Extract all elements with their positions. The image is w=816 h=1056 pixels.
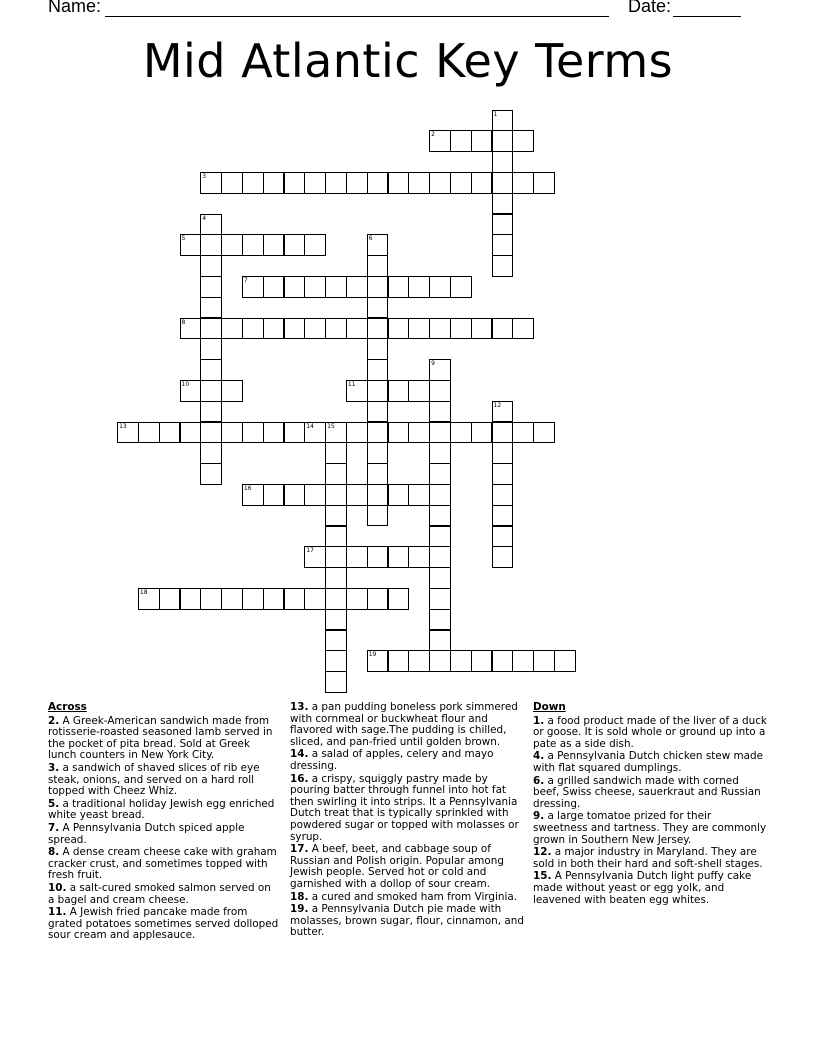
clue-number-label: 13 bbox=[119, 422, 127, 430]
grid-cell[interactable] bbox=[304, 276, 326, 298]
grid-cell[interactable] bbox=[492, 151, 514, 173]
grid-cell[interactable] bbox=[180, 422, 202, 444]
grid-cell[interactable] bbox=[325, 630, 347, 652]
grid-cell[interactable] bbox=[367, 380, 389, 402]
clue-number-label: 6 bbox=[368, 235, 373, 243]
clue-number-label: 4 bbox=[202, 214, 207, 222]
grid-cell[interactable] bbox=[325, 463, 347, 485]
grid-cell[interactable] bbox=[429, 359, 451, 381]
clue-number: 7. bbox=[48, 821, 60, 834]
grid-cell[interactable] bbox=[284, 234, 306, 256]
grid-cell[interactable] bbox=[367, 442, 389, 464]
clue-number: 10. bbox=[48, 881, 67, 894]
grid-cell[interactable] bbox=[367, 276, 389, 298]
grid-cell[interactable] bbox=[200, 214, 222, 236]
clue-number-label: 17 bbox=[306, 547, 314, 555]
clue-number-label: 14 bbox=[306, 422, 314, 430]
grid-cell[interactable] bbox=[492, 318, 514, 340]
clue-number-label: 18 bbox=[139, 588, 148, 596]
grid-cell[interactable] bbox=[492, 172, 514, 194]
clue-text: A Greek-American sandwich made from rotisserie-roasted seasoned lamb served in the pocket of pita bread. Sold at Greek lunch counters in New York City. bbox=[48, 714, 273, 762]
clue-text: A Pennsylvania Dutch spiced apple spread. bbox=[48, 821, 245, 846]
clue-number-label: 16 bbox=[243, 484, 252, 492]
clue-text: A dense cream cheese cake with graham cracker crust, and sometimes topped with fresh fruit. bbox=[48, 846, 277, 882]
grid-cell[interactable] bbox=[346, 172, 368, 194]
grid-cell[interactable] bbox=[117, 422, 139, 444]
clue-number-label: 9 bbox=[431, 360, 435, 368]
clue-text: a grilled sandwich made with corned beef, Swiss cheese, sauerkraut and Russian dressing. bbox=[533, 774, 761, 810]
grid-cell[interactable] bbox=[429, 609, 451, 631]
grid-cell[interactable] bbox=[346, 276, 368, 298]
grid-cell[interactable] bbox=[533, 650, 555, 672]
clue-item bbox=[533, 751, 767, 774]
grid-cell[interactable] bbox=[512, 318, 534, 340]
across-clue-list bbox=[290, 702, 526, 939]
grid-cell[interactable] bbox=[492, 234, 514, 256]
grid-cell[interactable] bbox=[429, 172, 451, 194]
grid-cell[interactable] bbox=[242, 422, 264, 444]
clue-item bbox=[533, 776, 767, 811]
grid-cell[interactable] bbox=[284, 422, 306, 444]
grid-cell[interactable] bbox=[492, 463, 514, 485]
grid-cell[interactable] bbox=[304, 484, 326, 506]
grid-cell[interactable] bbox=[492, 422, 514, 444]
clue-item bbox=[290, 844, 526, 890]
grid-cell[interactable] bbox=[200, 276, 222, 298]
grid-cell[interactable] bbox=[325, 546, 347, 568]
grid-cell[interactable] bbox=[429, 401, 451, 423]
grid-cell[interactable] bbox=[429, 630, 451, 652]
grid-cell[interactable] bbox=[325, 526, 347, 548]
grid-cell[interactable] bbox=[200, 297, 222, 319]
clue-item bbox=[48, 883, 280, 906]
grid-cell[interactable] bbox=[367, 359, 389, 381]
grid-cell[interactable] bbox=[471, 172, 493, 194]
grid-cell[interactable] bbox=[471, 318, 493, 340]
clue-text: a salt-cured smoked salmon served on a bagel and cream cheese. bbox=[48, 881, 271, 906]
grid-cell[interactable] bbox=[180, 380, 202, 402]
grid-cell[interactable] bbox=[200, 359, 222, 381]
grid-cell[interactable] bbox=[200, 380, 222, 402]
clue-text: a cured and smoked ham from Virginia. bbox=[308, 890, 518, 903]
grid-cell[interactable] bbox=[408, 318, 430, 340]
grid-cell[interactable] bbox=[263, 422, 285, 444]
grid-cell[interactable] bbox=[180, 318, 202, 340]
grid-cell[interactable] bbox=[492, 484, 514, 506]
grid-cell[interactable] bbox=[159, 588, 181, 610]
grid-cell[interactable] bbox=[388, 276, 410, 298]
clue-text: a traditional holiday Jewish egg enriched white yeast bread. bbox=[48, 797, 275, 822]
clue-number: 11. bbox=[48, 906, 67, 919]
grid-cell[interactable] bbox=[242, 484, 264, 506]
grid-cell[interactable] bbox=[367, 255, 389, 277]
clues-column-1 bbox=[48, 702, 280, 943]
grid-cell[interactable] bbox=[471, 130, 493, 152]
grid-cell[interactable] bbox=[429, 567, 451, 589]
grid-cell[interactable] bbox=[367, 546, 389, 568]
clue-number-label: 1 bbox=[493, 110, 498, 118]
grid-cell[interactable] bbox=[492, 505, 514, 527]
grid-cell[interactable] bbox=[200, 172, 222, 194]
clue-item bbox=[48, 763, 280, 798]
clue-number: 19. bbox=[290, 903, 309, 916]
clue-number: 18. bbox=[290, 890, 309, 903]
clue-item bbox=[290, 892, 526, 904]
clue-item bbox=[533, 716, 767, 751]
grid-cell[interactable] bbox=[408, 546, 430, 568]
grid-cell[interactable] bbox=[221, 380, 243, 402]
grid-cell[interactable] bbox=[429, 422, 451, 444]
clue-text: a pan pudding boneless pork simmered with cornmeal or buckwheat flour and flavored with sage.The pudding is chilled, sliced, and pan-fried until golden brown. bbox=[290, 701, 518, 748]
grid-cell[interactable] bbox=[471, 650, 493, 672]
clue-text: A Jewish fried pancake made from grated potatoes sometimes served dolloped sour cream and applesauce. bbox=[48, 906, 279, 942]
clue-number: 15. bbox=[533, 870, 552, 883]
grid-cell[interactable] bbox=[304, 588, 326, 610]
grid-cell[interactable] bbox=[242, 172, 264, 194]
grid-cell[interactable] bbox=[325, 276, 347, 298]
grid-cell[interactable] bbox=[367, 422, 389, 444]
clue-text: a crispy, squiggly pastry made by pouring batter through funnel into hot fat then swirling it into strips. It a Pennsylvania Dutch treat that is typically sprinkled with powdered sugar or topped with molasses or syrup. bbox=[290, 772, 519, 843]
clue-text: a large tomatoe prized for their sweetness and tartness. They are commonly grown in Southern New Jersey. bbox=[533, 810, 767, 846]
grid-cell[interactable] bbox=[284, 276, 306, 298]
grid-cell[interactable] bbox=[200, 463, 222, 485]
grid-cell[interactable] bbox=[284, 484, 306, 506]
grid-cell[interactable] bbox=[325, 650, 347, 672]
clue-item bbox=[48, 716, 280, 762]
grid-cell[interactable] bbox=[512, 422, 534, 444]
clue-number: 13. bbox=[290, 701, 309, 713]
grid-cell[interactable] bbox=[200, 234, 222, 256]
clue-number-label: 19 bbox=[368, 651, 377, 659]
grid-cell[interactable] bbox=[304, 172, 326, 194]
grid-cell[interactable] bbox=[450, 130, 472, 152]
grid-cell[interactable] bbox=[388, 546, 410, 568]
grid-cell[interactable] bbox=[242, 318, 264, 340]
clue-text: a sandwich of shaved slices of rib eye steak, onions, and served on a hard roll topped with Cheez Whiz. bbox=[48, 761, 260, 798]
grid-cell[interactable] bbox=[533, 172, 555, 194]
grid-cell[interactable] bbox=[200, 422, 222, 444]
grid-cell[interactable] bbox=[429, 505, 451, 527]
grid-cell[interactable] bbox=[429, 130, 451, 152]
clue-number-label: 8 bbox=[181, 318, 186, 326]
grid-cell[interactable] bbox=[325, 567, 347, 589]
grid-cell[interactable] bbox=[429, 442, 451, 464]
grid-cell[interactable] bbox=[242, 588, 264, 610]
grid-cell[interactable] bbox=[471, 422, 493, 444]
grid-cell[interactable] bbox=[367, 318, 389, 340]
grid-cell[interactable] bbox=[221, 234, 243, 256]
grid-cell[interactable] bbox=[367, 234, 389, 256]
clues-column-3 bbox=[533, 702, 767, 907]
grid-cell[interactable] bbox=[180, 588, 202, 610]
across-heading: Across bbox=[48, 701, 87, 713]
grid-cell[interactable] bbox=[346, 380, 368, 402]
grid-cell[interactable] bbox=[492, 110, 514, 132]
grid-cell[interactable] bbox=[263, 318, 285, 340]
grid-cell[interactable] bbox=[221, 588, 243, 610]
grid-cell[interactable] bbox=[408, 172, 430, 194]
grid-cell[interactable] bbox=[492, 526, 514, 548]
grid-cell[interactable] bbox=[533, 422, 555, 444]
grid-cell[interactable] bbox=[367, 484, 389, 506]
clue-number: 2. bbox=[48, 714, 60, 727]
grid-cell[interactable] bbox=[263, 234, 285, 256]
grid-cell[interactable] bbox=[200, 318, 222, 340]
grid-cell[interactable] bbox=[429, 484, 451, 506]
grid-cell[interactable] bbox=[346, 546, 368, 568]
clue-number-label: 12 bbox=[493, 401, 502, 409]
clue-text: a salad of apples, celery and mayo dressing. bbox=[290, 748, 494, 772]
grid-cell[interactable] bbox=[388, 484, 410, 506]
grid-cell[interactable] bbox=[429, 588, 451, 610]
grid-cell[interactable] bbox=[492, 546, 514, 568]
grid-cell[interactable] bbox=[408, 422, 430, 444]
grid-cell[interactable] bbox=[325, 671, 347, 693]
clue-number-label: 3 bbox=[202, 172, 207, 180]
grid-cell[interactable] bbox=[512, 650, 534, 672]
grid-cell[interactable] bbox=[388, 172, 410, 194]
grid-cell[interactable] bbox=[429, 380, 451, 402]
grid-cell[interactable] bbox=[492, 442, 514, 464]
grid-cell[interactable] bbox=[263, 276, 285, 298]
grid-cell[interactable] bbox=[138, 588, 160, 610]
grid-cell[interactable] bbox=[408, 650, 430, 672]
clue-text: A beef, beet, and cabbage soup of Russian and Polish origin. Popular among Jewish people. Served hot or cold and garnished with a dollop of sour cream. bbox=[290, 843, 504, 890]
page-title: Mid Atlantic Key Terms bbox=[142, 34, 674, 88]
grid-cell[interactable] bbox=[346, 422, 368, 444]
clue-item bbox=[290, 774, 526, 844]
grid-cell[interactable] bbox=[180, 234, 202, 256]
grid-cell[interactable] bbox=[284, 172, 306, 194]
clue-item bbox=[533, 871, 767, 906]
grid-cell[interactable] bbox=[325, 588, 347, 610]
clue-number-label: 2 bbox=[431, 131, 435, 139]
clue-number: 4. bbox=[533, 750, 545, 763]
grid-cell[interactable] bbox=[450, 422, 472, 444]
clue-item bbox=[48, 823, 280, 846]
down-clue-list bbox=[533, 716, 767, 907]
grid-cell[interactable] bbox=[450, 650, 472, 672]
grid-cell[interactable] bbox=[388, 422, 410, 444]
grid-cell[interactable] bbox=[492, 130, 514, 152]
grid-cell[interactable] bbox=[325, 442, 347, 464]
grid-cell[interactable] bbox=[450, 172, 472, 194]
clue-number: 9. bbox=[533, 810, 545, 823]
grid-cell[interactable] bbox=[367, 463, 389, 485]
grid-cell[interactable] bbox=[388, 318, 410, 340]
clue-number: 8. bbox=[48, 846, 60, 859]
clue-text: a Pennsylvania Dutch chicken stew made with flat squared dumplings. bbox=[533, 750, 763, 774]
clue-item bbox=[290, 702, 526, 748]
clues-column-2 bbox=[290, 702, 526, 940]
grid-cell[interactable] bbox=[242, 234, 264, 256]
grid-cell[interactable] bbox=[221, 422, 243, 444]
grid-cell[interactable] bbox=[304, 318, 326, 340]
grid-cell[interactable] bbox=[512, 130, 534, 152]
clue-item bbox=[533, 811, 767, 846]
clue-item bbox=[48, 907, 280, 942]
grid-cell[interactable] bbox=[408, 380, 430, 402]
grid-cell[interactable] bbox=[429, 650, 451, 672]
clue-item bbox=[48, 799, 280, 822]
clue-number-label: 5 bbox=[181, 235, 186, 243]
grid-cell[interactable] bbox=[304, 234, 326, 256]
down-heading: Down bbox=[533, 701, 566, 713]
clue-number-label: 11 bbox=[347, 380, 356, 388]
grid-cell[interactable] bbox=[304, 546, 326, 568]
grid-cell[interactable] bbox=[492, 255, 514, 277]
grid-cell[interactable] bbox=[429, 546, 451, 568]
grid-cell[interactable] bbox=[388, 588, 410, 610]
grid-cell[interactable] bbox=[200, 255, 222, 277]
grid-cell[interactable] bbox=[263, 172, 285, 194]
grid-cell[interactable] bbox=[325, 422, 347, 444]
grid-cell[interactable] bbox=[429, 318, 451, 340]
grid-cell[interactable] bbox=[325, 318, 347, 340]
grid-cell[interactable] bbox=[284, 318, 306, 340]
clue-number-label: 15 bbox=[327, 422, 335, 430]
clue-item bbox=[290, 749, 526, 772]
clue-text: a food product made of the liver of a duck or goose. It is sold whole or ground up into a pate as a side dish. bbox=[533, 714, 767, 750]
grid-cell[interactable] bbox=[138, 422, 160, 444]
grid-cell[interactable] bbox=[284, 588, 306, 610]
clue-number-label: 7 bbox=[243, 276, 248, 284]
grid-cell[interactable] bbox=[450, 318, 472, 340]
grid-cell[interactable] bbox=[325, 505, 347, 527]
grid-cell[interactable] bbox=[346, 588, 368, 610]
grid-cell[interactable] bbox=[554, 650, 576, 672]
grid-cell[interactable] bbox=[221, 318, 243, 340]
grid-cell[interactable] bbox=[367, 588, 389, 610]
clue-text: a Pennsylvania Dutch pie made with molasses, brown sugar, flour, cinnamon, and butter. bbox=[290, 903, 524, 939]
grid-cell[interactable] bbox=[429, 526, 451, 548]
clue-number: 12. bbox=[533, 846, 552, 859]
date-label: Date: bbox=[628, 0, 672, 16]
grid-cell[interactable] bbox=[200, 442, 222, 464]
grid-cell[interactable] bbox=[388, 380, 410, 402]
grid-cell[interactable] bbox=[367, 172, 389, 194]
grid-cell[interactable] bbox=[200, 588, 222, 610]
grid-cell[interactable] bbox=[367, 338, 389, 360]
clue-number: 3. bbox=[48, 761, 60, 774]
clue-text: A Pennsylvania Dutch light puffy cake made without yeast or egg yolk, and leavened with beaten egg whites. bbox=[533, 870, 752, 906]
grid-cell[interactable] bbox=[325, 609, 347, 631]
grid-cell[interactable] bbox=[367, 650, 389, 672]
clue-number: 6. bbox=[533, 774, 545, 787]
name-label: Name: bbox=[48, 0, 102, 16]
grid-cell[interactable] bbox=[492, 650, 514, 672]
clue-item bbox=[290, 904, 526, 939]
grid-cell[interactable] bbox=[325, 484, 347, 506]
grid-cell[interactable] bbox=[263, 588, 285, 610]
clue-number-label: 10 bbox=[181, 380, 190, 388]
grid-cell[interactable] bbox=[325, 172, 347, 194]
grid-cell[interactable] bbox=[367, 297, 389, 319]
clue-number: 5. bbox=[48, 797, 60, 810]
grid-cell[interactable] bbox=[200, 338, 222, 360]
grid-cell[interactable] bbox=[408, 276, 430, 298]
grid-cell[interactable] bbox=[429, 463, 451, 485]
grid-cell[interactable] bbox=[492, 214, 514, 236]
grid-cell[interactable] bbox=[221, 172, 243, 194]
grid-cell[interactable] bbox=[304, 422, 326, 444]
clue-item bbox=[533, 847, 767, 870]
clue-number: 17. bbox=[290, 843, 309, 856]
clue-number: 14. bbox=[290, 748, 309, 761]
grid-cell[interactable] bbox=[492, 193, 514, 215]
grid-cell[interactable] bbox=[242, 276, 264, 298]
grid-cell[interactable] bbox=[159, 422, 181, 444]
grid-cell[interactable] bbox=[346, 318, 368, 340]
grid-cell[interactable] bbox=[512, 172, 534, 194]
grid-cell[interactable] bbox=[388, 650, 410, 672]
grid-cell[interactable] bbox=[200, 401, 222, 423]
grid-cell[interactable] bbox=[408, 484, 430, 506]
grid-cell[interactable] bbox=[429, 276, 451, 298]
clue-item bbox=[48, 847, 280, 882]
clue-number: 1. bbox=[533, 714, 545, 727]
grid-cell[interactable] bbox=[367, 505, 389, 527]
grid-cell[interactable] bbox=[263, 484, 285, 506]
grid-cell[interactable] bbox=[346, 484, 368, 506]
grid-cell[interactable] bbox=[492, 401, 514, 423]
clue-number: 16. bbox=[290, 772, 309, 785]
across-clue-list bbox=[48, 716, 280, 942]
clue-text: a major industry in Maryland. They are sold in both their hard and soft-shell stages. bbox=[533, 846, 763, 870]
grid-cell[interactable] bbox=[367, 401, 389, 423]
grid-cell[interactable] bbox=[450, 276, 472, 298]
